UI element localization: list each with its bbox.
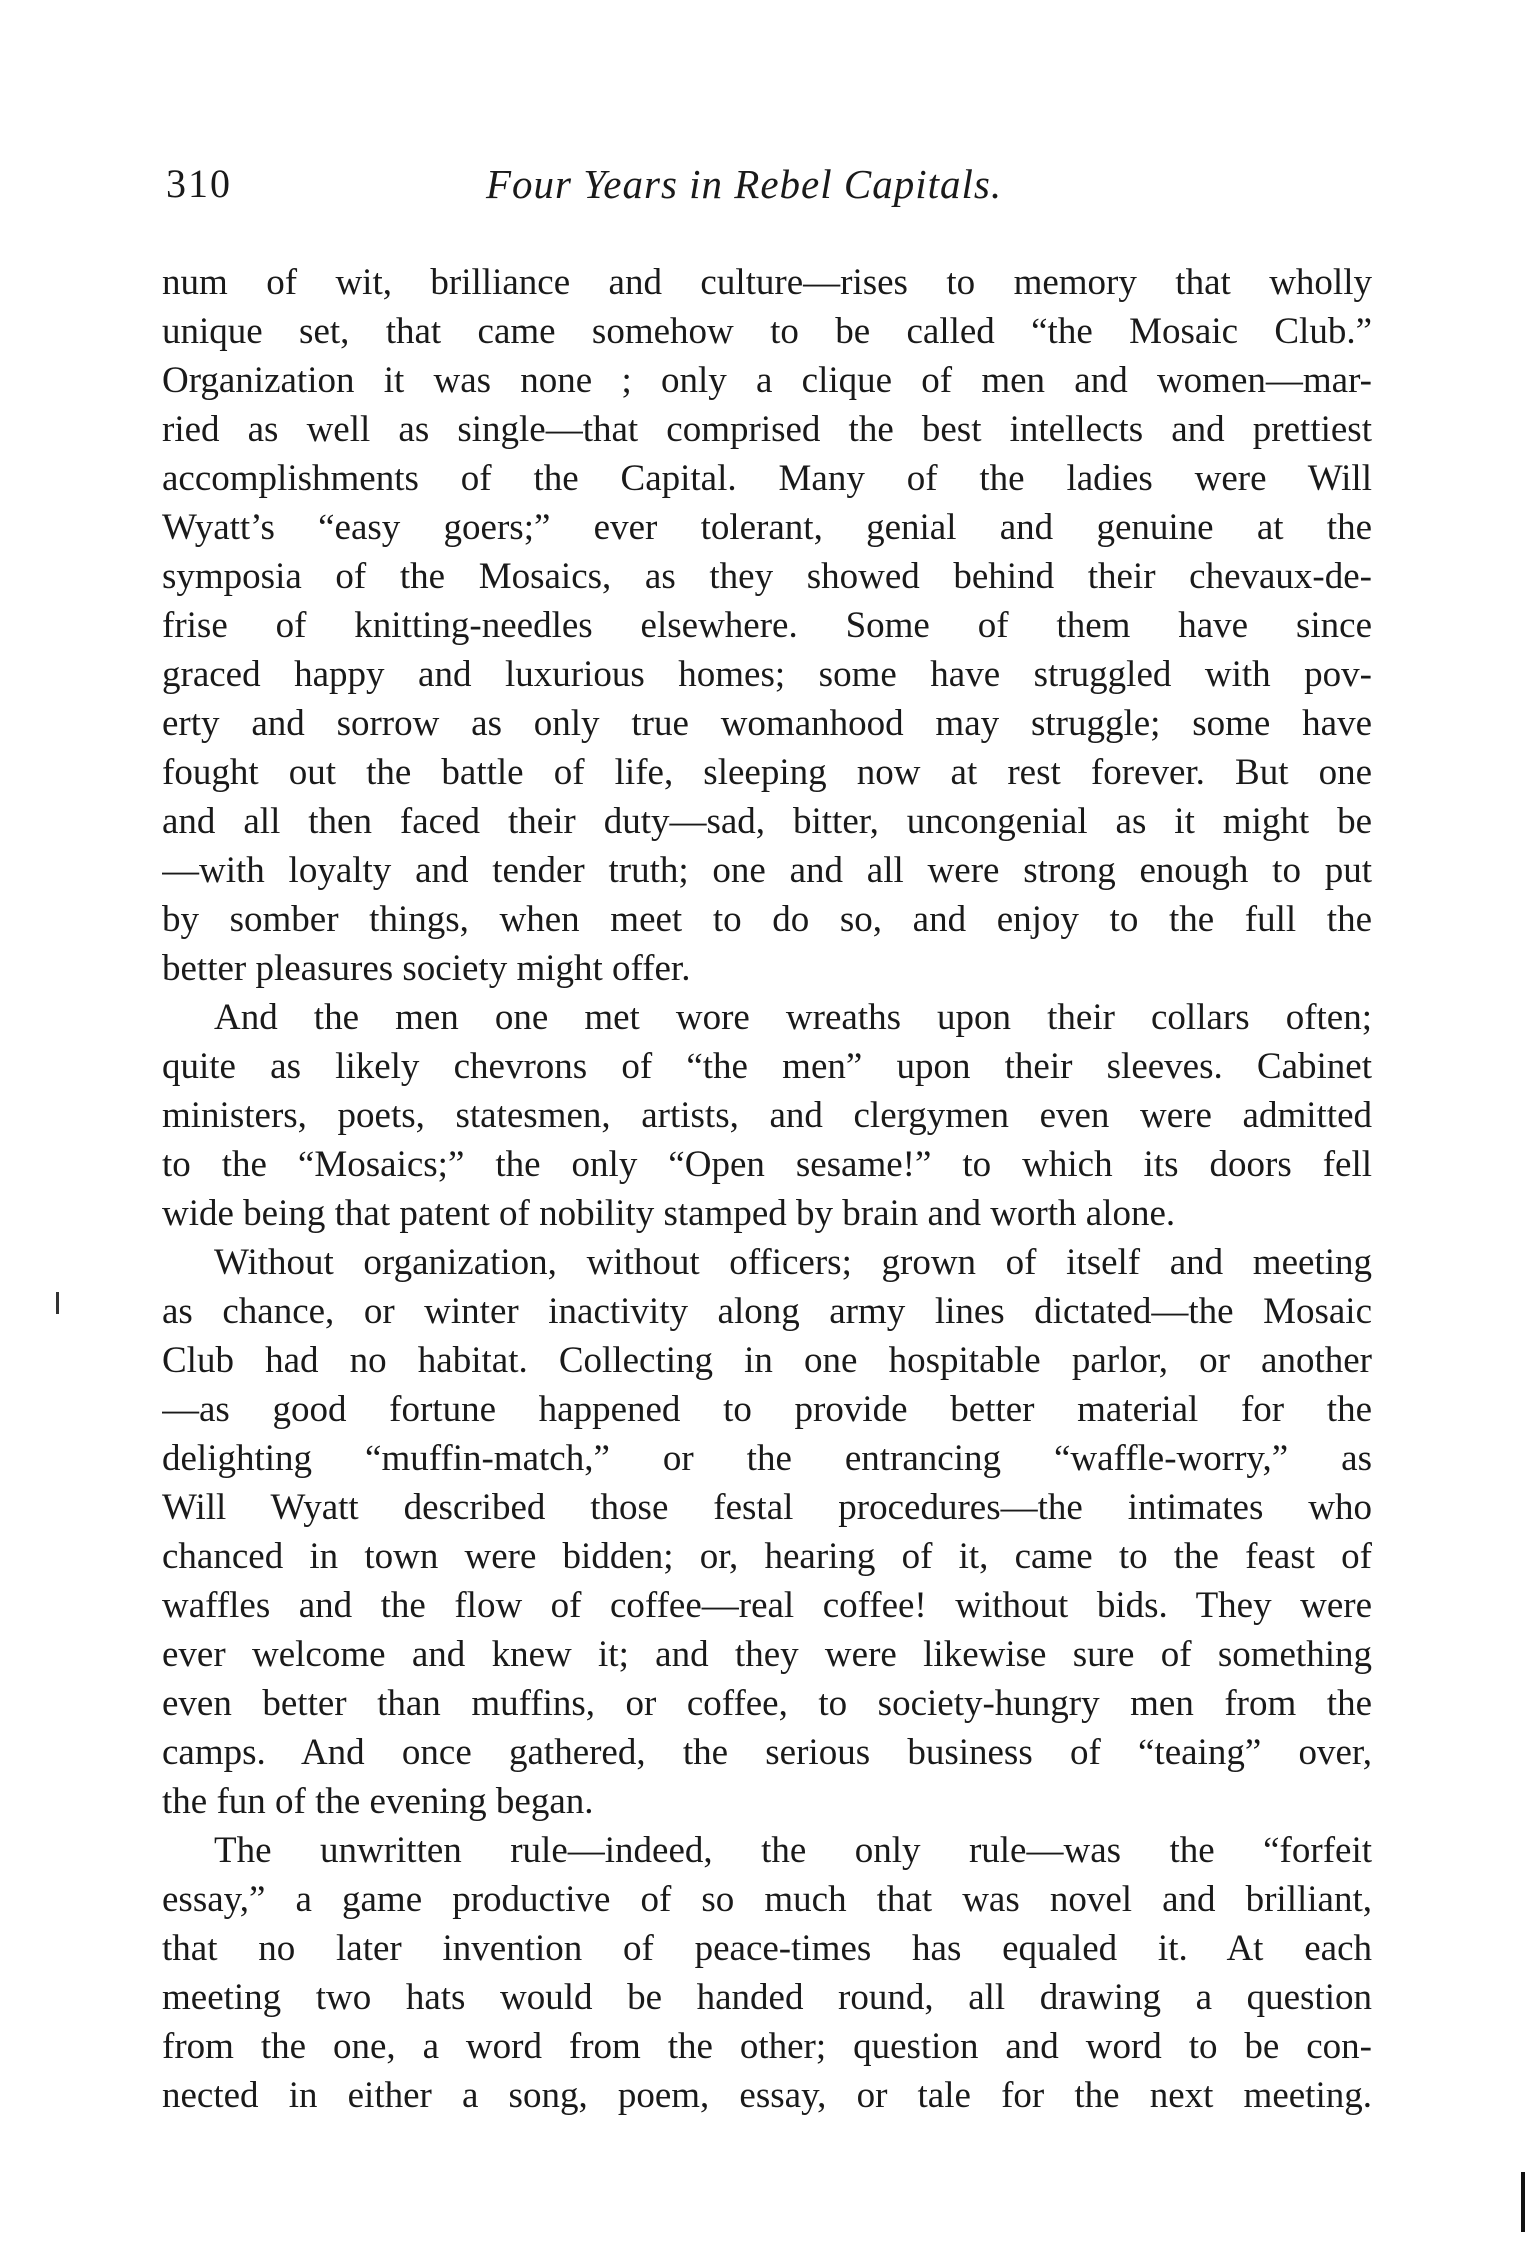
text-line: wide being that patent of nobility stamped by brain and worth alone.: [162, 1193, 1176, 1234]
text-line: and all then faced their duty—sad, bitter, uncongenial as it might be: [162, 801, 1372, 842]
text-line: erty and sorrow as only true womanhood may struggle; some have: [162, 703, 1372, 744]
text-line: essay,” a game productive of so much that was novel and brilliant,: [162, 1879, 1372, 1920]
text-line: symposia of the Mosaics, as they showed behind their chevaux-de-: [162, 556, 1372, 597]
text-line: graced happy and luxurious homes; some have struggled with pov-: [162, 654, 1372, 695]
text-line: —as good fortune happened to provide better material for the: [162, 1389, 1372, 1430]
text-line: waffles and the flow of coffee—real coffee! without bids. They were: [162, 1585, 1372, 1626]
text-line: —with loyalty and tender truth; one and all were strong enough to put: [162, 850, 1372, 891]
body-text: [162, 258, 1372, 2120]
text-line: Wyatt’s “easy goers;” ever tolerant, genial and genuine at the: [162, 507, 1372, 548]
text-line: the fun of the evening began.: [162, 1781, 594, 1822]
text-line: from the one, a word from the other; question and word to be con-: [162, 2026, 1372, 2067]
text-line: as chance, or winter inactivity along army lines dictated—the Mosaic: [162, 1291, 1372, 1332]
running-title: Four Years in Rebel Capitals.: [486, 161, 1003, 207]
text-line: by somber things, when meet to do so, and enjoy to the full the: [162, 899, 1372, 940]
text-line: Without organization, without officers; grown of itself and meeting: [214, 1242, 1372, 1283]
text-line: fought out the battle of life, sleeping now at rest forever. But one: [162, 752, 1372, 793]
text-line: chanced in town were bidden; or, hearing of it, came to the feast of: [162, 1536, 1372, 1577]
page-number: 310: [166, 161, 232, 206]
text-line: even better than muffins, or coffee, to society-hungry men from the: [162, 1683, 1372, 1724]
text-line: delighting “muffin-match,” or the entrancing “waffle-worry,” as: [162, 1438, 1372, 1479]
text-line: frise of knitting-needles elsewhere. Some of them have since: [162, 605, 1372, 646]
text-line: Organization it was none ; only a clique of men and women—mar-: [162, 360, 1372, 401]
text-line: ministers, poets, statesmen, artists, and clergymen even were admitted: [162, 1095, 1372, 1136]
text-line: And the men one met wore wreaths upon their collars often;: [214, 997, 1372, 1038]
text-line: num of wit, brilliance and culture—rises to memory that wholly: [162, 262, 1372, 303]
text-line: camps. And once gathered, the serious business of “teaing” over,: [162, 1732, 1372, 1773]
text-line: ried as well as single—that comprised the best intellects and prettiest: [162, 409, 1372, 450]
text-line: ever welcome and knew it; and they were likewise sure of something: [162, 1634, 1372, 1675]
running-head: [166, 160, 1370, 220]
margin-mark: [56, 1292, 59, 1314]
text-line: Will Wyatt described those festal procedures—the intimates who: [162, 1487, 1372, 1528]
text-line: The unwritten rule—indeed, the only rule—was the “forfeit: [214, 1830, 1372, 1871]
text-line: meeting two hats would be handed round, all drawing a question: [162, 1977, 1372, 2018]
text-line: Club had no habitat. Collecting in one hospitable parlor, or another: [162, 1340, 1372, 1381]
text-line: to the “Mosaics;” the only “Open sesame!” to which its doors fell: [162, 1144, 1372, 1185]
text-line: quite as likely chevrons of “the men” upon their sleeves. Cabinet: [162, 1046, 1372, 1087]
text-line: better pleasures society might offer.: [162, 948, 691, 989]
page-edge-mark: [1521, 2172, 1525, 2232]
text-line: that no later invention of peace-times has equaled it. At each: [162, 1928, 1372, 1969]
text-line: unique set, that came somehow to be called “the Mosaic Club.”: [162, 311, 1372, 352]
text-line: accomplishments of the Capital. Many of the ladies were Will: [162, 458, 1372, 499]
text-line: nected in either a song, poem, essay, or tale for the next meeting.: [162, 2075, 1372, 2116]
